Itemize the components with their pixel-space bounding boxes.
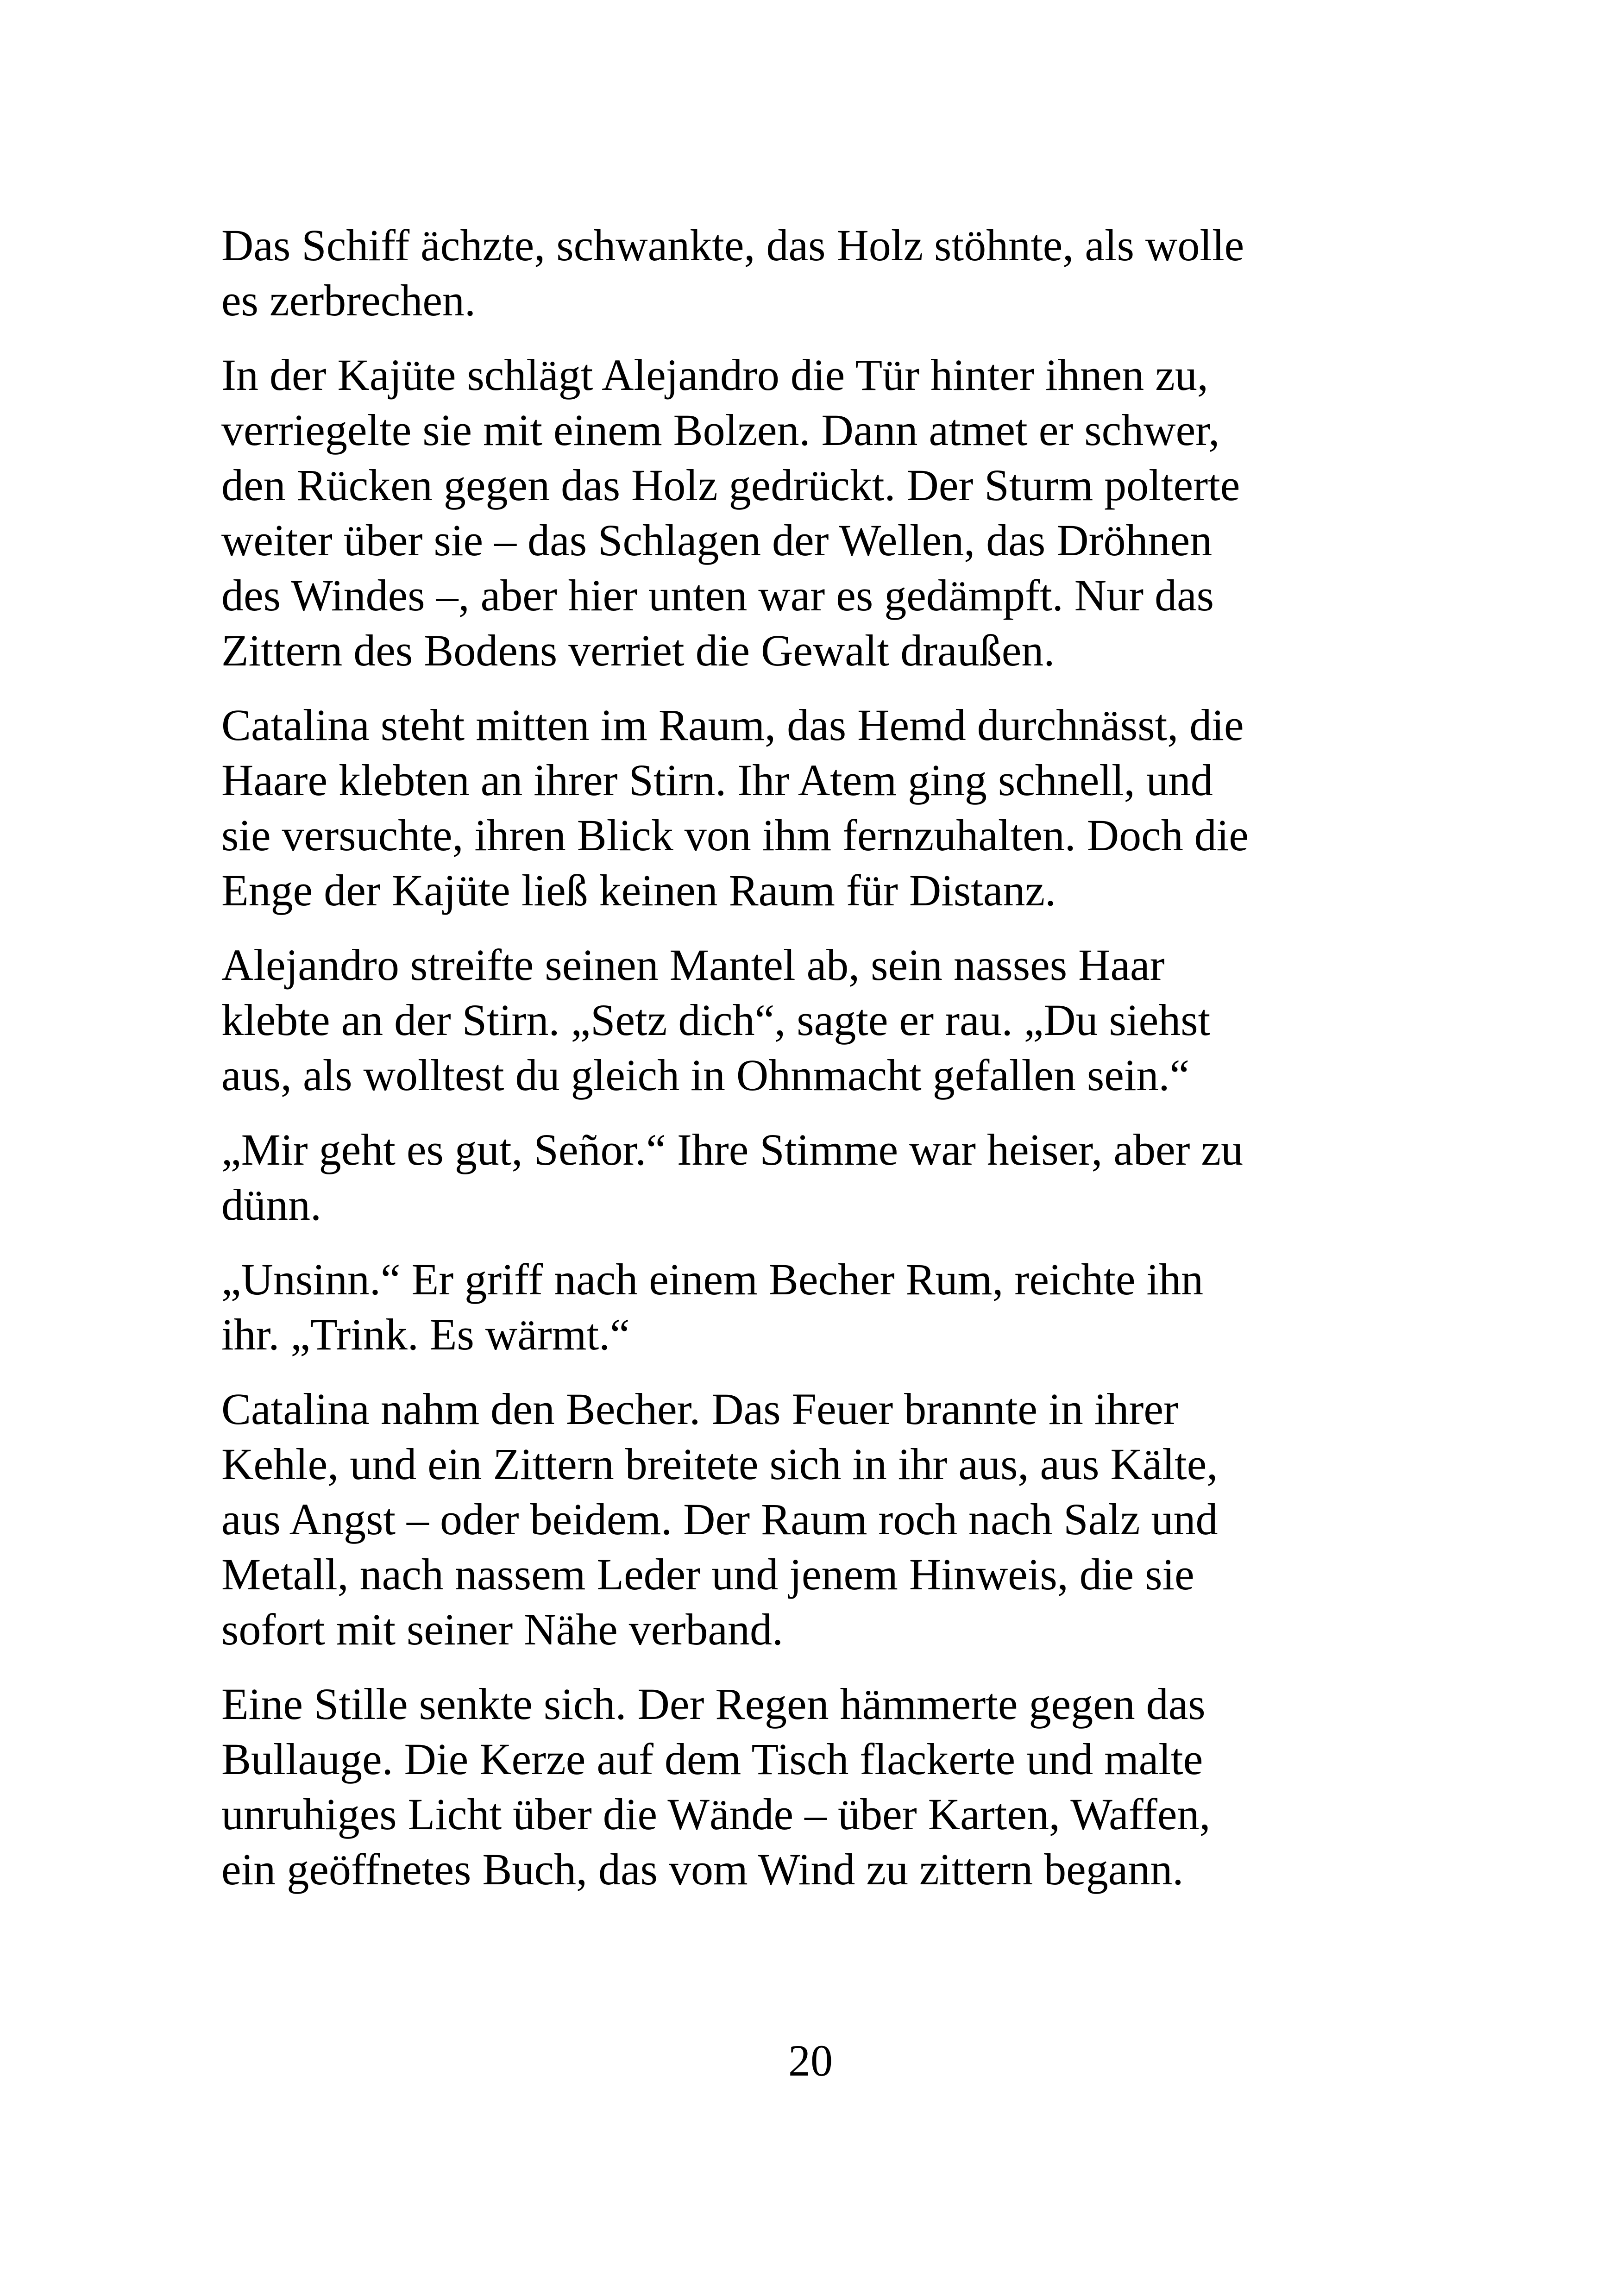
paragraph: In der Kajüte schlägt Alejandro die Tür hinter ihnen zu, verriegelte sie mit einem Bolzen. Dann atmet er schwer, den Rücken gegen das Holz gedrückt. Der Sturm polterte weiter über sie – das Schlagen der Wellen, das Dröhnen des Windes –, aber hier unten war es gedämpft. Nur das Zittern des Bodens verriet die Gewalt draußen. bbox=[221, 350, 1240, 675]
paragraph: Alejandro streifte seinen Mantel ab, sein nasses Haar klebte an der Stirn. „Setz dich“, sagte er rau. „Du siehst aus, als wolltest du gleich in Ohnmacht gefallen sein.“ bbox=[221, 940, 1211, 1100]
paragraph: Das Schiff ächzte, schwankte, das Holz stöhnte, als wolle es zerbrechen. bbox=[221, 220, 1244, 325]
paragraph: Catalina steht mitten im Raum, das Hemd durchnässt, die Haare klebten an ihrer Stirn. Ihr Atem ging schnell, und sie versuchte, ihren Blick von ihm fernzuhalten. Doch die Enge der Kajüte ließ keinen Raum für Distanz. bbox=[221, 700, 1249, 915]
paragraph: „Unsinn.“ Er griff nach einem Becher Rum, reichte ihn ihr. „Trink. Es wärmt.“ bbox=[221, 1255, 1204, 1359]
paragraph: Catalina nahm den Becher. Das Feuer brannte in ihrer Kehle, und ein Zittern breitete sich in ihr aus, aus Kälte, aus Angst – oder beidem. Der Raum roch nach Salz und Metall, nach nassem Leder und jenem Hinweis, die sie sofort mit seiner Nähe verband. bbox=[221, 1384, 1218, 1654]
paragraph: „Mir geht es gut, Señor.“ Ihre Stimme war heiser, aber zu dünn. bbox=[221, 1125, 1244, 1230]
body-text bbox=[221, 218, 1314, 1916]
page-number: 20 bbox=[788, 2036, 833, 2085]
paragraph: Eine Stille senkte sich. Der Regen hämmerte gegen das Bullauge. Die Kerze auf dem Tisch flackerte und malte unruhiges Licht über die Wände – über Karten, Waffen, ein geöffnetes Buch, das vom Wind zu zittern begann. bbox=[221, 1679, 1211, 1894]
